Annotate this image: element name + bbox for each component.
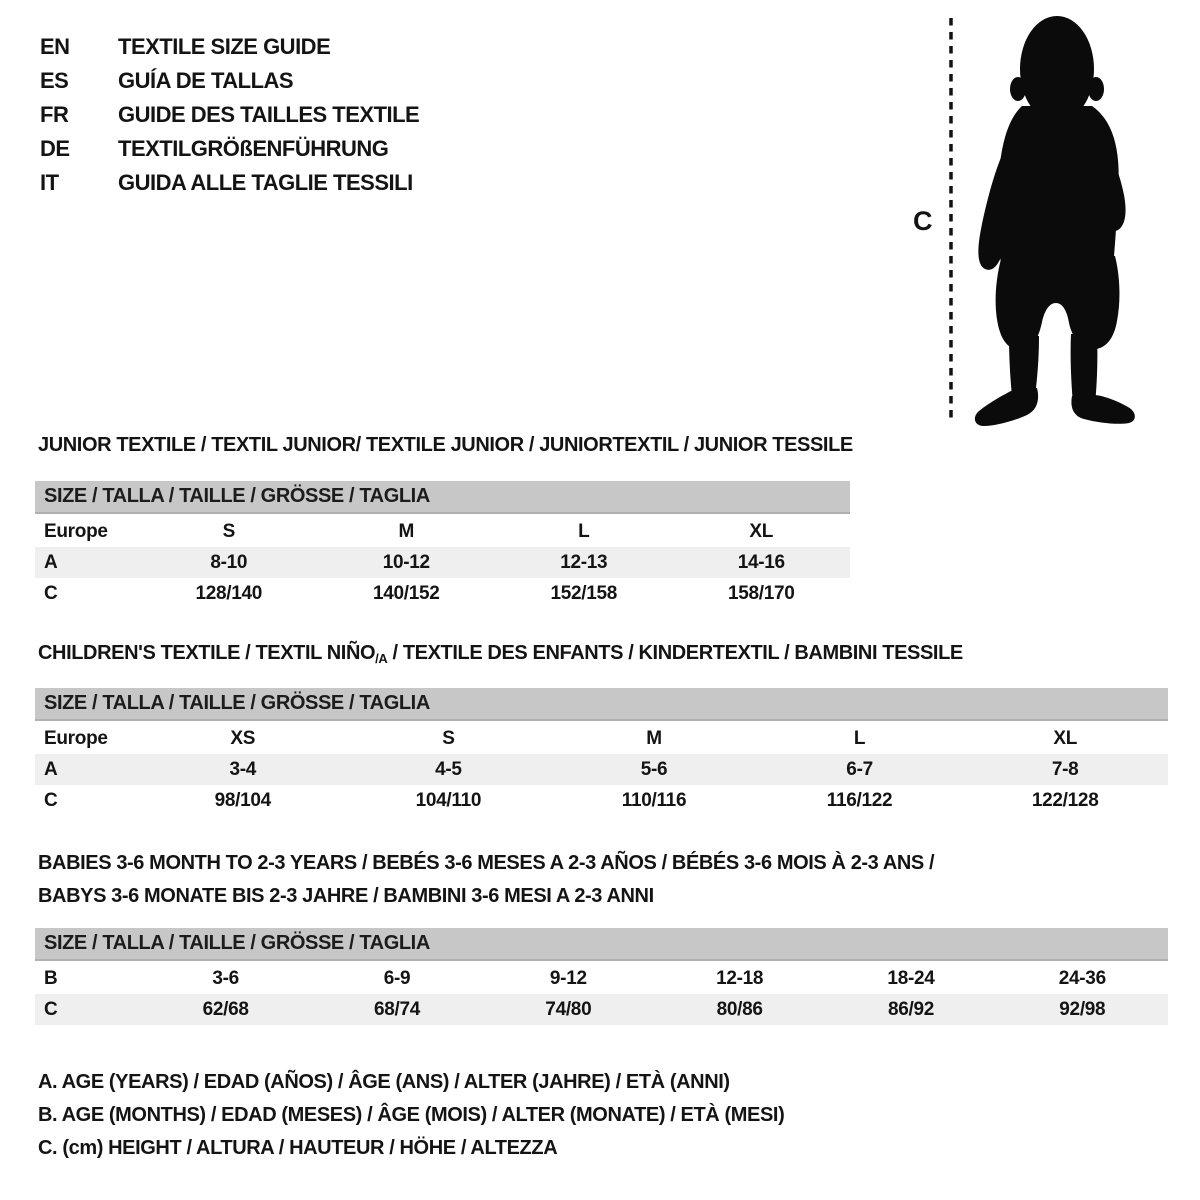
language-row-de (40, 132, 419, 166)
children-size-table (35, 688, 1168, 816)
language-row-fr (40, 98, 419, 132)
size-cell: 140/152 (372, 582, 440, 604)
size-cell: L (853, 727, 866, 749)
language-code: EN (40, 34, 70, 59)
size-cell: 14-16 (737, 551, 785, 573)
size-cell: 7-8 (1051, 758, 1079, 780)
size-cell: 104/110 (415, 789, 482, 811)
junior-size-table (35, 481, 850, 609)
legend-line-b: B. AGE (MONTHS) / EDAD (MESES) / ÂGE (MOIS) / ALTER (MONATE) / ETÀ (MESI) (38, 1104, 785, 1126)
toddler-silhouette (975, 16, 1135, 426)
size-cell: 122/128 (1031, 789, 1099, 811)
table-header-band: SIZE / TALLA / TAILLE / GRÖSSE / TAGLIA (35, 928, 1168, 961)
size-cell: 62/68 (202, 998, 249, 1020)
table-row-europe (35, 516, 850, 547)
size-cell: 128/140 (195, 582, 263, 604)
size-cell: 110/116 (621, 789, 687, 811)
size-cell: 3-6 (212, 967, 239, 989)
language-row-es (40, 64, 419, 98)
legend (38, 1066, 784, 1165)
table-row-a (35, 547, 850, 578)
size-cell: 86/92 (887, 998, 934, 1020)
row-label: A (44, 551, 58, 573)
language-guide-title: TEXTILE SIZE GUIDE (118, 34, 331, 59)
baby-silhouette-figure (900, 6, 1160, 426)
size-cell: 5-6 (640, 758, 668, 780)
babies-heading-line-2: BABYS 3-6 MONATE BIS 2-3 JAHRE / BAMBINI 3-6 MESI A 2-3 ANNI (38, 885, 654, 907)
babies-section-heading (38, 847, 934, 913)
table-row-c (35, 785, 1168, 816)
size-cell: 92/98 (1059, 998, 1106, 1020)
size-cell: 18-24 (887, 967, 935, 989)
table-header-band: SIZE / TALLA / TAILLE / GRÖSSE / TAGLIA (35, 688, 1168, 721)
row-label: C (44, 582, 58, 604)
size-cell: 116/122 (826, 789, 893, 811)
size-cell: 12-13 (560, 551, 608, 573)
babies-heading-line-1: BABIES 3-6 MONTH TO 2-3 YEARS / BEBÉS 3-6 MESES A 2-3 AÑOS / BÉBÉS 3-6 MOIS À 2-3 ANS / (38, 852, 935, 874)
table-row-c (35, 994, 1168, 1025)
size-cell: 68/74 (373, 998, 421, 1020)
size-cell: 98/104 (214, 789, 271, 811)
language-row-it (40, 166, 419, 200)
row-label: C (44, 789, 58, 811)
language-code: DE (40, 136, 70, 161)
height-measure-label: C (913, 206, 933, 236)
size-cell: 8-10 (210, 551, 248, 573)
size-cell: XL (1053, 727, 1078, 749)
table-header-band: SIZE / TALLA / TAILLE / GRÖSSE / TAGLIA (35, 481, 850, 514)
language-guide-title: GUIDA ALLE TAGLIE TESSILI (118, 170, 413, 195)
children-section-heading (38, 641, 963, 671)
language-title-list (40, 30, 419, 200)
row-label: B (44, 967, 58, 989)
size-cell: 6-9 (383, 967, 411, 989)
size-cell: 6-7 (846, 758, 873, 780)
size-cell: 10-12 (382, 551, 430, 573)
children-heading-before: CHILDREN'S TEXTILE / TEXTIL NIÑO (38, 642, 376, 664)
junior-section-heading: JUNIOR TEXTILE / TEXTIL JUNIOR/ TEXTILE JUNIOR / JUNIORTEXTIL / JUNIOR TESSILE (38, 434, 853, 456)
size-cell: L (578, 520, 590, 542)
row-label: Europe (44, 520, 108, 542)
size-cell: 4-5 (435, 758, 462, 780)
size-cell: 152/158 (550, 582, 618, 604)
language-code: FR (40, 102, 69, 127)
size-cell: S (442, 727, 455, 749)
size-cell: 9-12 (549, 967, 587, 989)
language-guide-title: GUIDE DES TAILLES TEXTILE (118, 102, 420, 127)
table-row-b (35, 963, 1168, 994)
size-cell: 74/80 (545, 998, 592, 1020)
row-label: C (44, 998, 58, 1020)
language-code: ES (40, 68, 69, 93)
legend-line-c: C. (cm) HEIGHT / ALTURA / HAUTEUR / HÖHE / ALTEZZA (38, 1137, 558, 1159)
legend-line-a: A. AGE (YEARS) / EDAD (AÑOS) / ÂGE (ANS) / ALTER (JAHRE) / ETÀ (ANNI) (38, 1071, 730, 1093)
size-cell: M (398, 520, 415, 542)
language-guide-title: GUÍA DE TALLAS (118, 68, 294, 93)
row-label: Europe (44, 727, 108, 749)
babies-size-table (35, 928, 1168, 1025)
size-cell: S (222, 520, 235, 542)
size-cell: XS (230, 727, 256, 749)
table-row-europe (35, 723, 1168, 754)
table-row-c (35, 578, 850, 609)
children-heading-sub: /A (375, 651, 388, 666)
table-row-a (35, 754, 1168, 785)
language-row-en (40, 30, 419, 64)
row-label: A (44, 758, 58, 780)
size-cell: M (646, 727, 662, 749)
size-cell: 12-18 (716, 967, 764, 989)
size-cell: 80/86 (716, 998, 763, 1020)
size-cell: 158/170 (727, 582, 795, 604)
size-cell: XL (749, 520, 774, 542)
children-heading-after: / TEXTILE DES ENFANTS / KINDERTEXTIL / BAMBINI TESSILE (387, 642, 963, 664)
language-guide-title: TEXTILGRÖßENFÜHRUNG (118, 136, 389, 161)
language-code: IT (40, 170, 59, 195)
size-cell: 24-36 (1058, 967, 1106, 989)
size-cell: 3-4 (229, 758, 257, 780)
